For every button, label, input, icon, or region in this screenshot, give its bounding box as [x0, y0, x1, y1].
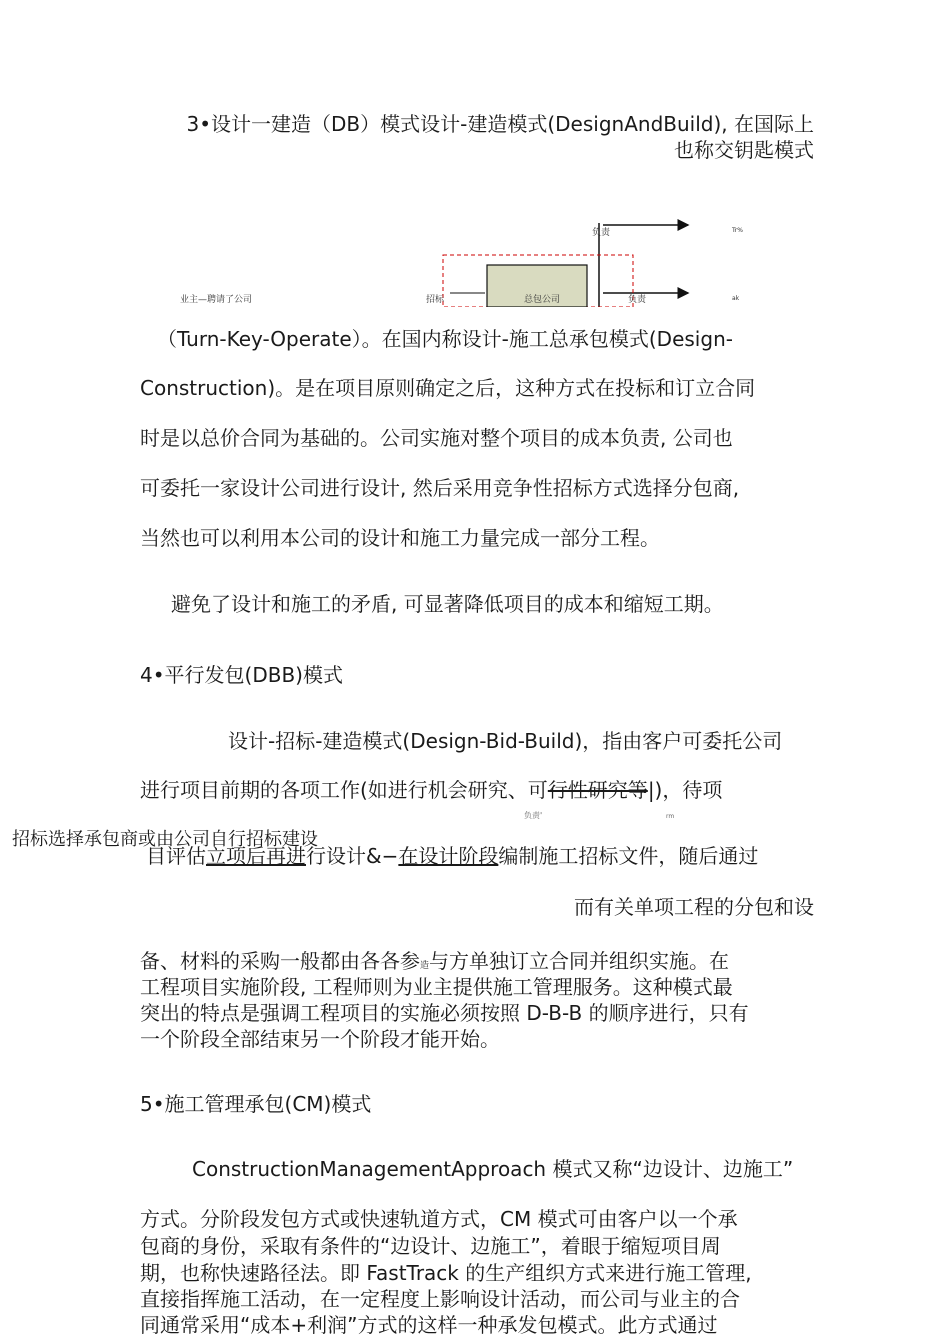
section5-line6: 同通常采用“成本+利润”方式的这样一种承发包模式。此方式通过 — [140, 1313, 718, 1337]
section4-small-responsible: 负责' — [524, 811, 543, 820]
section3-para-line2: Construction)。是在项目原则确定之后，这种方式在投标和订立合同 — [140, 376, 756, 400]
diagram-label-responsible-top: 负责 — [592, 228, 611, 238]
diagram-label-owner: 业主—聘请了公司 — [180, 295, 253, 305]
section4-line3-c: 编制施工招标文件，随后通过 — [498, 844, 759, 868]
diagram-label-bid: 招标 — [426, 295, 445, 305]
section4-overlay-text: 招标选择承包商或由公司自行招标建设 — [12, 829, 318, 850]
section4-line3-underline2: 在设计阶段 — [398, 844, 499, 868]
section4-line8: 一个阶段全部结束另一个阶段才能开始。 — [140, 1027, 500, 1051]
section4-line7: 突出的特点是强调工程项目的实施必须按照 D-B-B 的顺序进行，只有 — [140, 1001, 749, 1025]
section4-line5-a: 备、材料的采购一般都由各各参 — [140, 949, 420, 973]
section5-line5: 直接指挥施工活动，在一定程度上影响设计活动，而公司与业主的合 — [140, 1287, 740, 1311]
diagram-tick-top: Tr% — [732, 227, 743, 234]
section4-line4: 而有关单项工程的分包和设 — [574, 895, 814, 919]
section4-line5-small: 造 — [420, 961, 430, 971]
section3-para-line5: 当然也可以利用本公司的设计和施工力量完成一部分工程。 — [140, 526, 660, 550]
section3-para-line1: （Turn-Key-Operate）。在国内称设计-施工总承包模式(Design- — [157, 327, 733, 351]
section3-heading-line1: 3•设计一建造（DB）模式设计-建造模式(DesignAndBuild), 在国际上 — [186, 112, 814, 136]
diagram-label-responsible-mid: 负责 — [628, 295, 647, 305]
section3-heading-line2: 也称交钥匙模式 — [674, 138, 814, 162]
section4-line3-b: 行设计&− — [306, 844, 399, 868]
section4-small-tick: rm — [666, 813, 675, 820]
section4-line3 — [146, 843, 758, 869]
section4-heading: 4•平行发包(DBB)模式 — [140, 663, 343, 687]
db-mode-diagram — [160, 215, 760, 307]
section5-line2: 方式。分阶段发包方式或快速轨道方式，CM 模式可由客户以一个承 — [140, 1207, 738, 1231]
section4-line2-a: 进行项目前期的各项工作(如进行机会研究、可 — [140, 778, 548, 802]
section4-line5-b: 与方单独订立合同并组织实施。在 — [429, 949, 730, 973]
section4-line2-strike: 行性研究等 — [547, 778, 648, 802]
section3-para-line3: 时是以总价合同为基础的。公司实施对整个项目的成本负责, 公司也 — [140, 426, 733, 450]
section4-line1: 设计-招标-建造模式(Design-Bid-Build)，指由客户可委托公司 — [228, 729, 783, 753]
section3-conclusion: 避免了设计和施工的矛盾, 可显著降低项目的成本和缩短工期。 — [171, 592, 724, 616]
section5-line1: ConstructionManagementApproach 模式又称“边设计、边施工” — [192, 1157, 794, 1181]
section5-line4: 期，也称快速路径法。即 FastTrack 的生产组织方式来进行施工管理, — [140, 1261, 752, 1285]
section4-line2 — [140, 777, 722, 803]
section4-line3-a: 目评估 — [146, 844, 206, 868]
diagram-tick-mid: ak — [732, 295, 740, 302]
diagram-label-general-contractor: 总包公司 — [524, 295, 561, 305]
section4-line6: 工程项目实施阶段, 工程师则为业主提供施工管理服务。这种模式最 — [140, 975, 733, 999]
section5-line3: 包商的身份，采取有条件的“边设计、边施工”，着眼于缩短项目周 — [140, 1234, 721, 1258]
section4-line3-underline1: 立项后再进 — [206, 844, 306, 868]
section5-heading: 5•施工管理承包(CM)模式 — [140, 1092, 372, 1116]
section3-para-line4: 可委托一家设计公司进行设计, 然后采用竞争性招标方式选择分包商, — [140, 476, 740, 500]
section4-line2-b: |)，待项 — [647, 778, 723, 802]
